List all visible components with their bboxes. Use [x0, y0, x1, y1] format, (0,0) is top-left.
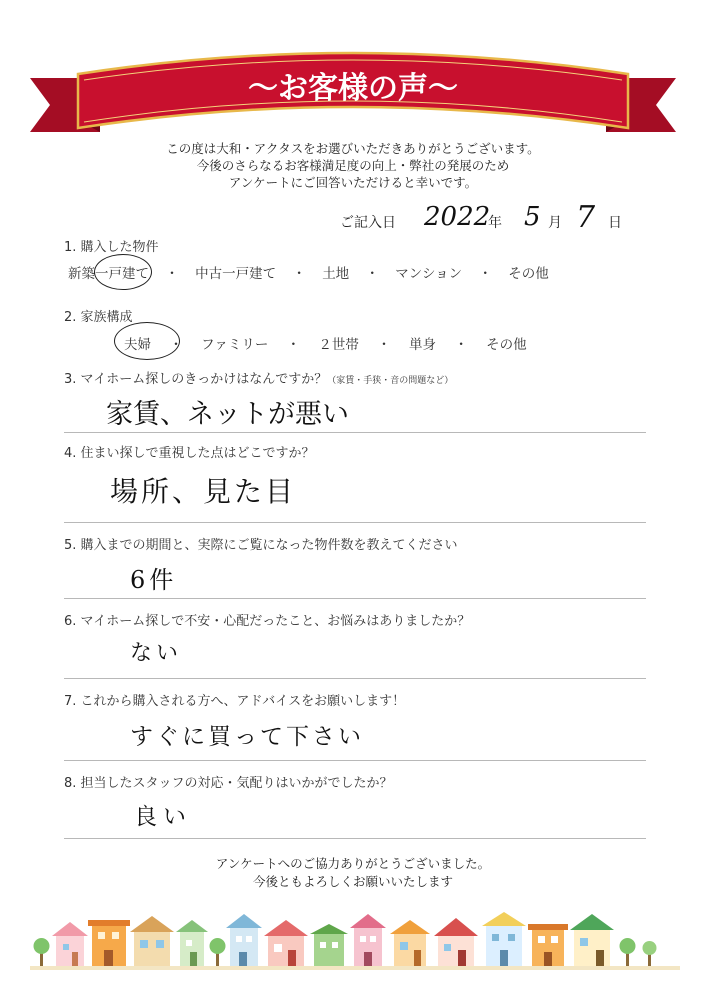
tree-icon	[210, 938, 226, 966]
question-3-note: （家賃・手狭・音の問題など）	[327, 376, 454, 386]
option-shinchiku: 新築一戸建て	[68, 266, 149, 282]
question-4: 4. 住まい探しで重視した点はどこですか？	[64, 446, 315, 461]
banner-ribbon	[0, 40, 706, 140]
house-icon	[310, 924, 348, 966]
intro-text	[0, 140, 706, 191]
answer-line	[64, 598, 646, 599]
answer-line	[64, 432, 646, 433]
banner-title: 〜お客様の声〜	[248, 71, 458, 106]
house-icon	[482, 912, 526, 966]
tree-icon	[620, 938, 636, 966]
selection-circle-2	[114, 322, 180, 360]
options-1: 新築一戸建て ・ 中古一戸建て ・ 土地 ・ マンション ・ その他	[68, 266, 549, 282]
answer-5: 6件	[130, 566, 178, 594]
house-icon	[226, 914, 262, 966]
footer-line: アンケートへのご協力ありがとうございました。	[215, 856, 491, 871]
answer-line	[64, 760, 646, 761]
option-other: その他	[508, 266, 549, 282]
date-month: 5	[524, 202, 541, 232]
question-2: 2. 家族構成	[64, 310, 133, 325]
option-tanshin: 単身	[409, 337, 437, 353]
house-icon	[528, 924, 568, 966]
question-7: 7. これから購入される方へ、アドバイスをお願いします！	[64, 694, 406, 709]
house-icon	[570, 914, 614, 966]
answer-line	[64, 678, 646, 679]
house-icon	[88, 920, 130, 966]
date-row	[340, 200, 640, 238]
question-1: 1. 購入した物件	[64, 240, 159, 255]
question-6: 6. マイホーム探しで不安・心配だったこと、お悩みはありましたか？	[64, 614, 471, 629]
house-icon	[350, 914, 386, 966]
date-month-unit: 月	[548, 215, 562, 231]
question-5: 5. 購入までの期間と、実際にご覧になった物件数を教えてください	[64, 538, 458, 553]
answer-8: 良い	[134, 804, 192, 830]
house-icon	[176, 920, 208, 966]
question-3: 3. マイホーム探しのきっかけはなんですか？（家賃・手狭・音の問題など）	[64, 372, 454, 387]
option-mansion: マンション	[395, 266, 463, 282]
house-icon	[264, 920, 308, 966]
date-day: 7	[576, 200, 596, 235]
option-nisetai: ２世帯	[318, 337, 359, 353]
houses-illustration	[30, 906, 680, 970]
answer-3: 家賃、ネットが悪い	[106, 399, 349, 430]
answer-7: すぐに買って下さい	[130, 724, 364, 750]
tree-icon	[643, 941, 657, 966]
answer-line	[64, 522, 646, 523]
house-icon	[434, 918, 478, 966]
intro-line: 今後のさらなるお客様満足度の向上・弊社の発展のため	[196, 158, 510, 173]
date-year: 2022	[424, 202, 491, 232]
house-icon	[390, 920, 430, 966]
date-label: ご記入日	[340, 215, 396, 231]
date-year-unit: 年	[488, 215, 502, 231]
house-icon	[52, 922, 88, 966]
answer-4: 場所、見た目	[110, 475, 297, 508]
date-day-unit: 日	[608, 215, 622, 231]
intro-line: アンケートにご回答いただけると幸いです。	[228, 175, 478, 190]
selection-circle-1	[94, 254, 152, 290]
question-8: 8. 担当したスタッフの対応・気配りはいかがでしたか？	[64, 776, 393, 791]
answer-6: ない	[130, 641, 183, 666]
option-tochi: 土地	[322, 266, 350, 282]
house-icon	[130, 916, 174, 966]
option-other: その他	[486, 337, 527, 353]
tree-icon	[34, 938, 50, 966]
option-family: ファミリー	[201, 337, 269, 353]
option-fufu: 夫婦	[124, 337, 151, 353]
option-chuko: 中古一戸建て	[195, 266, 277, 282]
options-2: 夫婦 ・ ファミリー ・ ２世帯 ・ 単身 ・ その他	[124, 337, 527, 353]
answer-line	[64, 838, 646, 839]
intro-line: この度は大和・アクタスをお選びいただきありがとうございます。	[166, 141, 540, 156]
footer-line: 今後ともよろしくお願いいたします	[252, 874, 453, 889]
footer-text	[0, 855, 706, 891]
